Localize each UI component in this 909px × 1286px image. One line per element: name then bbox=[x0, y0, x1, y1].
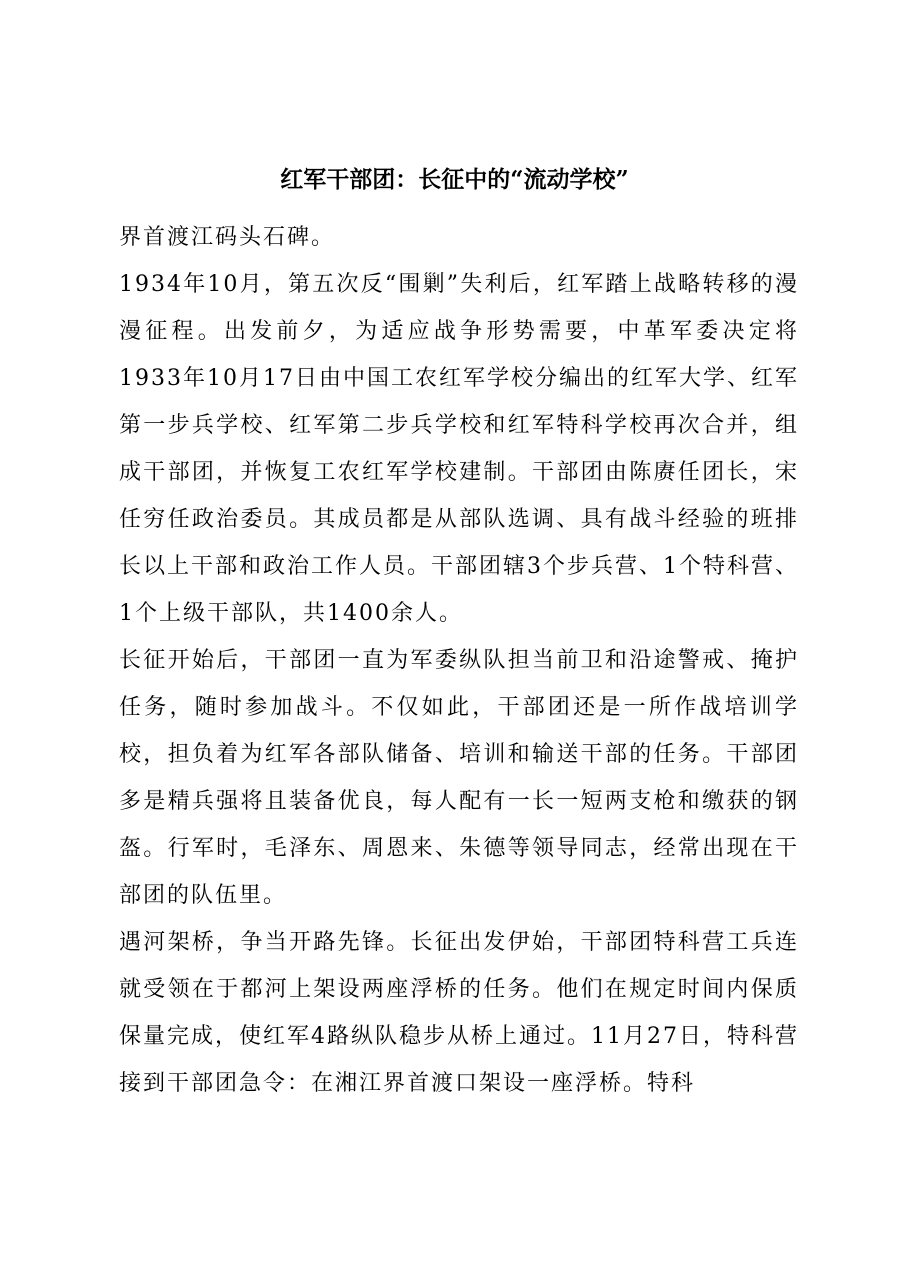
paragraph-caption: 界首渡江码头石碑。 bbox=[119, 225, 336, 250]
paragraph-1934-formation: 1934年10月，第五次反“围剿”失利后，红军踏上战略转移的漫漫征程。出发前夕，为适应战争形势需要，中革军委决定将1933年10月17日由中国工农红军学校分编出的红军大学、红军第一步兵学校、红军第二步兵学校和红军特科学校再次合并，组成干部团，并恢复工农红军学校建制。干部团由陈赓任团长，宋任穷任政治委员。其成员都是从部队选调、具有战斗经验的班排长以上干部和政治工作人员。干部团辖3个步兵营、1个特科营、1个上级干部队，共1400余人。 bbox=[119, 272, 799, 626]
document-title: 红军干部团：长征中的“流动学校” bbox=[280, 166, 629, 193]
paragraph-bridge-building: 遇河架桥，争当开路先锋。长征出发伊始，干部团特科营工兵连就受领在于都河上架设两座浮桥的任务。他们在规定时间内保质保量完成，使红军4路纵队稳步从桥上通过。11月27日，特科营接到干部团急令：在湘江界首渡口架设一座浮桥。特科 bbox=[119, 930, 799, 1096]
document-body bbox=[119, 214, 799, 1107]
paragraph-long-march-role: 长征开始后，干部团一直为军委纵队担当前卫和沿途警戒、掩护任务，随时参加战斗。不仅如此，干部团还是一所作战培训学校，担负着为红军各部队储备、培训和输送干部的任务。干部团多是精兵强将且装备优良，每人配有一长一短两支枪和缴获的钢盔。行军时，毛泽东、周恩来、朱德等领导同志，经常出现在干部团的队伍里。 bbox=[119, 648, 799, 908]
